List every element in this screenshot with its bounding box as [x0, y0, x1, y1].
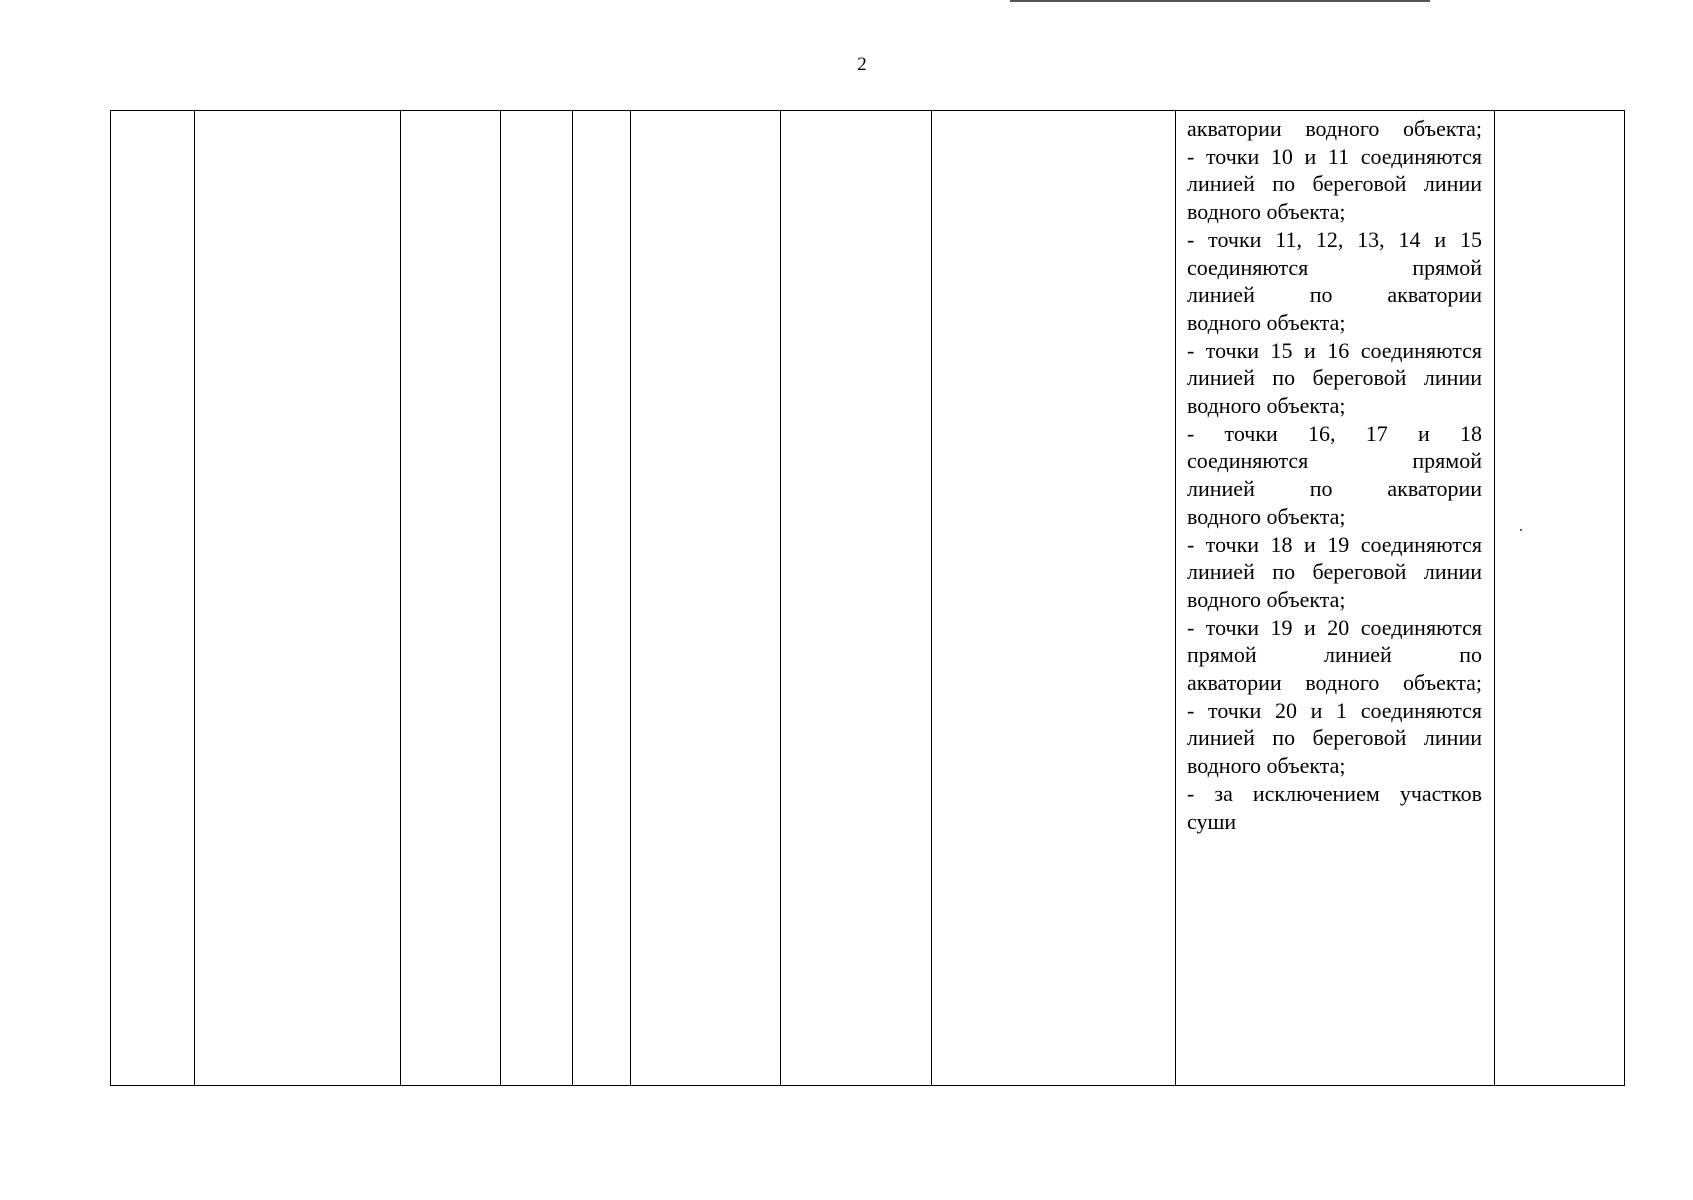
description-line: соединяются прямой [1187, 254, 1482, 280]
description-line: линией по береговой линии [1187, 725, 1482, 751]
description-line: акватории водного объекта; [1187, 116, 1482, 141]
table-cell-col-6 [631, 111, 781, 1086]
description-line: водного объекта; [1187, 393, 1346, 419]
description-line: соединяются прямой [1187, 448, 1482, 474]
description-line: прямой линией по [1187, 642, 1482, 668]
scan-speck [1520, 529, 1522, 531]
table-cell-col-8 [932, 111, 1176, 1086]
description-line: линией по акватории [1187, 476, 1482, 502]
table-cell-col-5 [573, 111, 631, 1086]
description-line: водного объекта; [1187, 199, 1346, 225]
table-cell-col-10 [1495, 111, 1625, 1086]
description-line: линией по береговой линии [1187, 365, 1482, 391]
table-row [111, 111, 1625, 1086]
description-line: - точки 15 и 16 соединяются [1187, 337, 1482, 363]
description-line: линией по береговой линии [1187, 171, 1482, 197]
table-cell-col-7 [781, 111, 932, 1086]
description-line: - точки 20 и 1 соединяются [1187, 697, 1482, 723]
description-line: - точки 10 и 11 соединяются [1187, 143, 1482, 169]
boundary-description-cell [1176, 111, 1495, 1086]
description-line: водного объекта; [1187, 309, 1346, 335]
description-line: водного объекта; [1187, 753, 1346, 779]
description-line: - точки 18 и 19 соединяются [1187, 531, 1482, 557]
boundary-table [110, 110, 1625, 1086]
description-line: - за исключением участков [1187, 780, 1482, 806]
table-cell-col-3 [401, 111, 501, 1086]
description-line: - точки 19 и 20 соединяются [1187, 614, 1482, 640]
description-line: - точки 11, 12, 13, 14 и 15 [1187, 226, 1482, 252]
table-cell-col-4 [501, 111, 573, 1086]
page-number: 2 [857, 54, 867, 75]
table-cell-col-1 [111, 111, 195, 1086]
description-line: суши [1187, 808, 1237, 834]
description-line: водного объекта; [1187, 586, 1346, 612]
table-cell-col-2 [195, 111, 401, 1086]
description-line: акватории водного объекта; [1187, 670, 1482, 696]
description-line: линией по береговой линии [1187, 559, 1482, 585]
header-rule [1010, 0, 1430, 2]
description-line: линией по акватории [1187, 282, 1482, 308]
description-line: водного объекта; [1187, 503, 1346, 529]
description-line: - точки 16, 17 и 18 [1187, 420, 1482, 446]
